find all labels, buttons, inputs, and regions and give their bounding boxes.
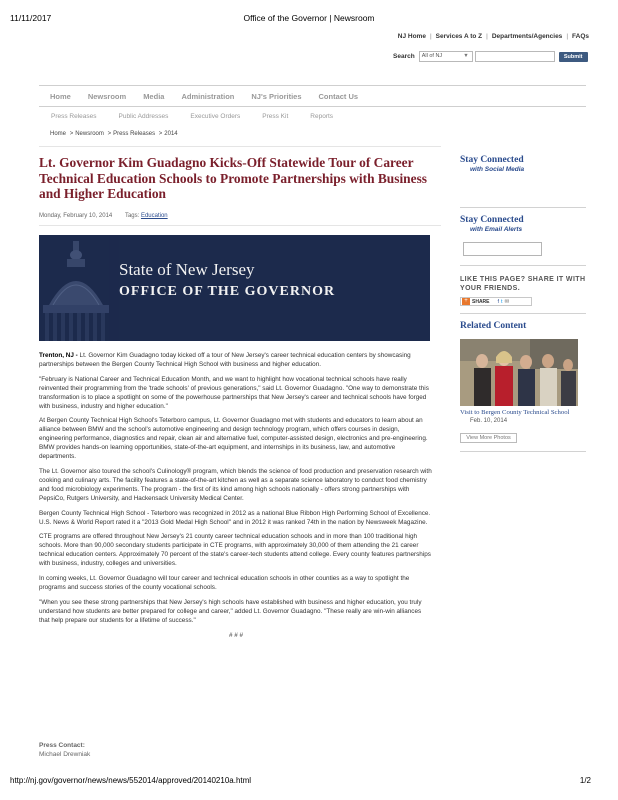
related-photo[interactable] — [460, 339, 578, 406]
tag-link-education[interactable]: Education — [140, 213, 168, 219]
subnav-executive-orders[interactable]: Executive Orders — [190, 113, 241, 120]
breadcrumb-newsroom[interactable]: Newsroom — [75, 131, 104, 137]
divider — [460, 313, 586, 314]
press-contact-name: Michael Drewniak — [39, 750, 91, 758]
main-nav — [39, 85, 586, 107]
article-body — [39, 351, 433, 640]
related-caption-link[interactable]: Visit to Bergen County Technical School — [460, 409, 570, 416]
divider — [39, 225, 441, 226]
breadcrumb-home[interactable]: Home — [50, 131, 67, 137]
breadcrumb-separator: > — [69, 131, 74, 137]
press-contact-label: Press Contact: — [39, 742, 85, 749]
util-separator: | — [566, 33, 569, 40]
article-dateline: Trenton, NJ - — [39, 352, 78, 359]
article-paragraph: "When you see these strong partnerships that New Jersey's high schools have established with business and higher education, you truly understand how students are better prepared for college and career," added Lt. Governor Guadagno. "These really are win-win alliances that help prepare our students for a lifetime of success." — [39, 598, 422, 624]
social-title: Stay Connected — [460, 155, 524, 165]
util-separator: | — [429, 33, 432, 40]
search-submit-button[interactable]: Submit — [559, 52, 588, 62]
utility-links — [398, 33, 589, 40]
nav-home[interactable]: Home — [50, 91, 71, 101]
breadcrumb — [50, 131, 178, 137]
page-title: Lt. Governor Kim Guadagno Kicks-Off Statewide Tour of Career Technical Education Schools to Promote Partnerships with Business and Higher Education — [39, 155, 427, 202]
article-end-mark: # # # — [228, 631, 244, 639]
share-prompt: LIKE THIS PAGE? SHARE IT WITH YOUR FRIENDS. — [460, 276, 586, 292]
sub-nav — [39, 113, 586, 120]
print-page-title: Office of the Governor | Newsroom — [243, 13, 375, 23]
article-paragraph: "February is National Career and Technical Education Month, and we want to highlight how vocational technical schools have really reinvented their programming from the 'trade schools' of previous generations," said Lt. Governor Guadagno. "One way to demonstrate this transformation is to place a spotlight on some of the powerhouse partnerships that New Jersey's career and technical schools have forged with business, industry and higher education." — [39, 375, 429, 410]
print-page-number: 1/2 — [579, 776, 591, 785]
article-meta — [39, 213, 168, 219]
breadcrumb-separator: > — [107, 131, 112, 137]
article-paragraph: The Lt. Governor also toured the school's Culinology® program, which blends the science of food production and preservation research with cooking and culinary arts. The facility features a state-of-the-art kitchen as well as a separate science laboratory to conduct food chemistry and food microbiology experiments. The program - the first of its kind among high schools nationally - offers strong partnerships with PepsiCo, Rutgers University, and Hackensack University Medical Center. — [39, 468, 432, 503]
print-url: http://nj.gov/governor/news/news/552014/approved/20140210a.html — [10, 776, 252, 785]
print-date: 11/11/2017 — [10, 13, 52, 23]
email-field[interactable] — [463, 242, 542, 256]
article-paragraph: At Bergen County Technical High School's Teterboro campus, Lt. Governor Guadagno met with students and educators to learn about an alliance between BMW and the school's automotive engineering and design technology program, which offers courses in design, engineering performance, diagnostics and repair, clean air and alternative fuel, computer-assisted design, electronics and pre-engineering. BMW provides hands-on learning opportunities, state-of-the-art equipment, and internships in its business, law, and automotive departments. — [39, 417, 428, 461]
breadcrumb-separator: > — [158, 131, 163, 137]
capitol-dome-image — [39, 235, 119, 341]
plus-icon: + — [462, 298, 470, 305]
breadcrumb-year[interactable]: 2014 — [164, 131, 178, 137]
email-subtitle[interactable]: with Email Alerts — [470, 226, 523, 233]
related-date: Feb. 10, 2014 — [470, 418, 508, 424]
banner-state-text: State of New Jersey — [119, 260, 255, 279]
subnav-public-addresses[interactable]: Public Addresses — [118, 113, 169, 120]
search-scope-value: All of NJ — [421, 53, 443, 59]
util-separator: | — [486, 33, 488, 40]
related-content-title: Related Content — [460, 321, 527, 331]
chevron-down-icon: ▼ — [463, 53, 469, 59]
facebook-icon: f — [497, 298, 500, 305]
article-date: Monday, February 10, 2014 — [39, 213, 113, 219]
article-paragraph — [39, 351, 433, 369]
social-subtitle[interactable]: with Social Media — [470, 166, 525, 173]
divider — [39, 146, 441, 147]
tags-label: Tags: — [124, 213, 140, 219]
util-link-nj-home[interactable]: NJ Home — [397, 33, 426, 40]
util-link-faqs[interactable]: FAQs — [572, 33, 589, 40]
article-paragraph: CTE programs are offered throughout New Jersey's 21 county career technical education schools and in more than 100 traditional high schools. More than 90,000 secondary students participate in CTE programs, with approximately 30,000 of them attending the 21 career technical education centers. Approximately 70 percent of the state's career-tech students attend college. Every county features partnerships with business, industry, colleges and universities. — [39, 533, 431, 568]
nav-contact[interactable]: Contact Us — [318, 91, 359, 101]
share-button[interactable] — [460, 297, 532, 306]
nav-newsroom[interactable]: Newsroom — [87, 91, 127, 101]
search-scope-select[interactable] — [419, 51, 473, 62]
sidebar-email — [460, 215, 586, 233]
breadcrumb-press-releases[interactable]: Press Releases — [113, 131, 156, 137]
nav-priorities[interactable]: NJ's Priorities — [251, 91, 302, 101]
subnav-press-kit[interactable]: Press Kit — [262, 113, 289, 120]
nav-administration[interactable]: Administration — [181, 91, 235, 101]
article-paragraph: Bergen County Technical High School - Teterboro was recognized in 2012 as a national Blue Ribbon High Performing School of Excellence. U.S. News & World Report rated it a "2013 Gold Medal High School" and in 2012 it was ranked 74th in the nation by Newsweek Magazine. — [39, 509, 431, 526]
article-paragraph: In coming weeks, Lt. Governor Guadagno will tour career and technical education schools in other counties as a way to spotlight the programs and success stories of the county vocational schools. — [39, 575, 410, 592]
governor-banner — [39, 235, 430, 341]
divider — [460, 451, 586, 452]
subnav-reports[interactable]: Reports — [310, 113, 334, 120]
email-icon: ✉ — [504, 298, 510, 305]
view-more-photos-button[interactable]: View More Photos — [460, 433, 517, 443]
util-link-services[interactable]: Services A to Z — [435, 33, 483, 40]
util-link-departments[interactable]: Departments/Agencies — [491, 33, 563, 40]
print-header — [10, 13, 608, 25]
subnav-press-releases[interactable]: Press Releases — [51, 113, 97, 120]
banner-office-text: OFFICE OF THE GOVERNOR — [119, 284, 336, 299]
sidebar-social — [460, 155, 586, 173]
twitter-icon: t — [501, 298, 503, 305]
search-bar — [393, 50, 588, 63]
article-lead: Lt. Governor Kim Guadagno today kicked off a tour of New Jersey's career technical education centers by showcasing partnerships between the Bergen County Technical High School with business and higher education. — [39, 352, 411, 368]
divider — [460, 207, 586, 208]
email-title: Stay Connected — [460, 215, 524, 225]
nav-media[interactable]: Media — [143, 91, 165, 101]
search-label: Search — [393, 53, 415, 60]
related-photo-image — [460, 339, 578, 406]
press-contact — [39, 742, 90, 759]
share-label: SHARE — [472, 298, 490, 305]
divider — [460, 265, 586, 266]
search-input[interactable] — [475, 51, 555, 62]
